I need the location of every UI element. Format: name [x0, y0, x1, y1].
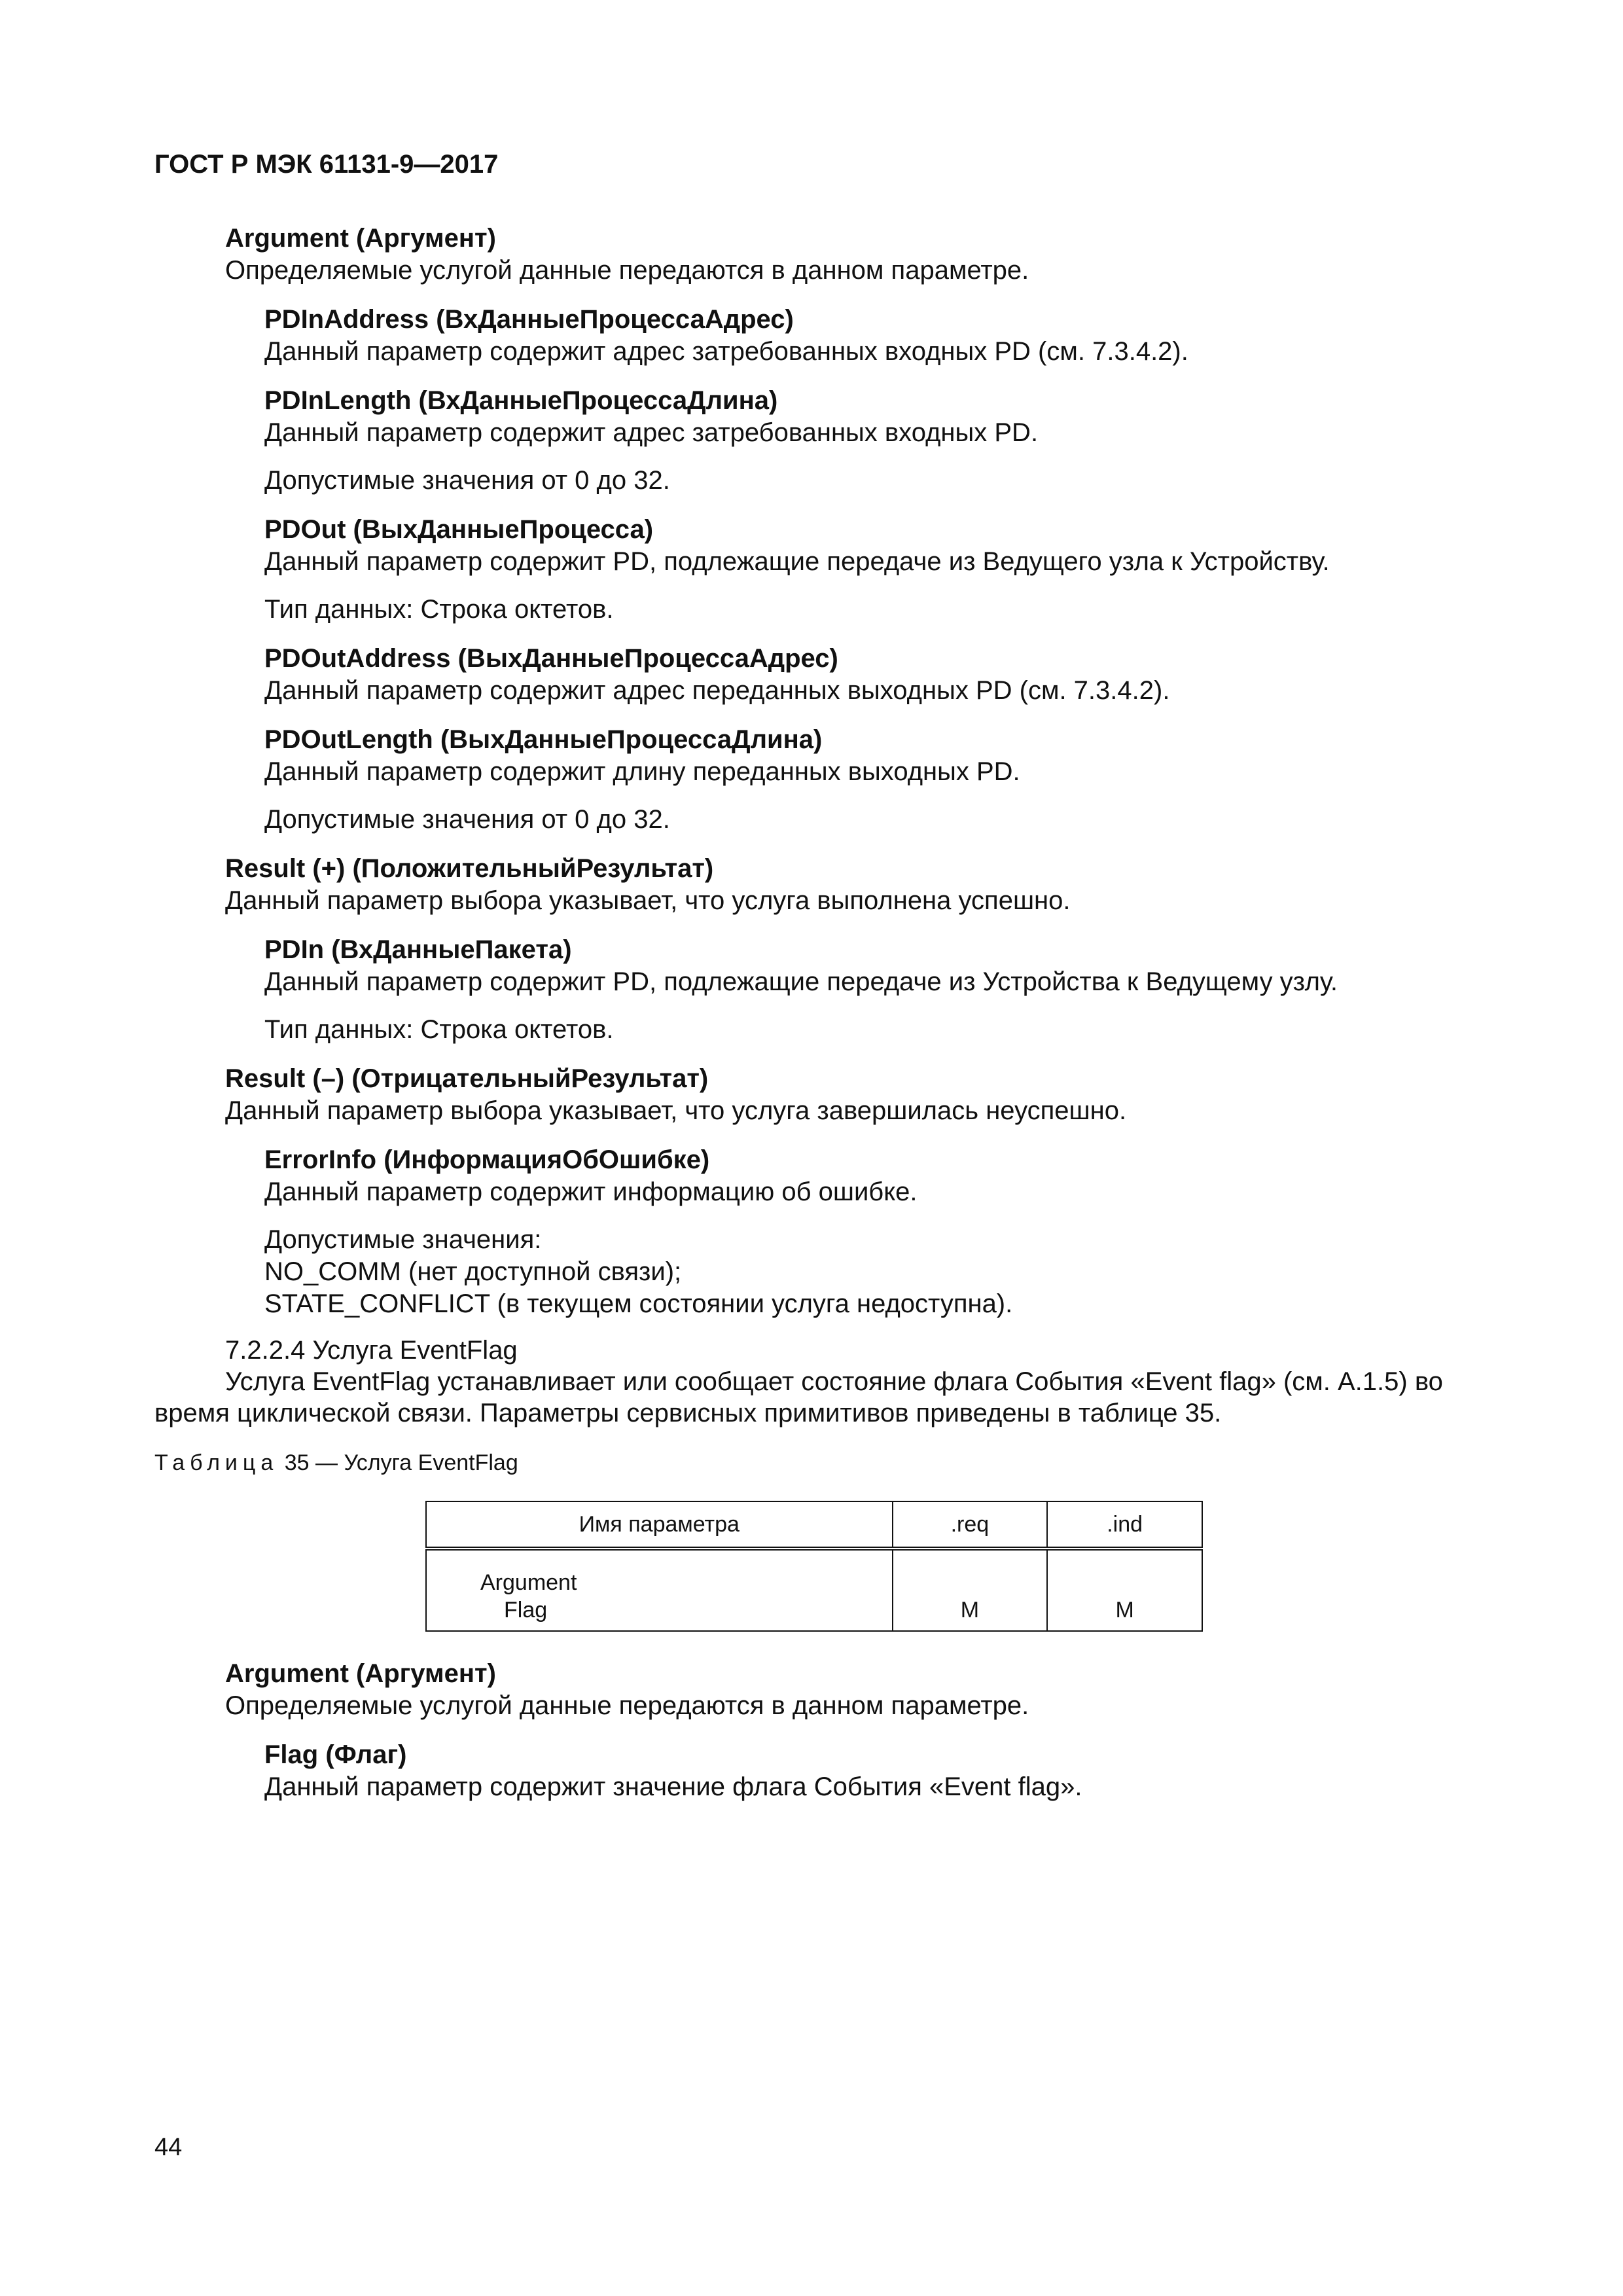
ind-cell: M [1047, 1549, 1202, 1631]
section-text: Данный параметр содержит длину переданных выходных PD. [264, 757, 1020, 786]
section-text: Определяемые услугой данные передаются в данном параметре. [225, 256, 1029, 285]
table-header-row [426, 1501, 1202, 1549]
section-title: PDOut (ВыхДанныеПроцесса) [264, 515, 654, 544]
subsection-heading: 7.2.2.4 Услуга EventFlag [225, 1336, 518, 1365]
section-title: ErrorInfo (ИнформацияОбОшибке) [264, 1145, 710, 1174]
column-header-req: .req [893, 1501, 1048, 1549]
flag-section [154, 1739, 1476, 1803]
section-text: Данный параметр содержит PD, подлежащие передаче из Ведущего узла к Устройству. [264, 547, 1330, 576]
section-text: Определяемые услугой данные передаются в данном параметре. [225, 1691, 1029, 1720]
table-row [426, 1549, 1202, 1631]
allowed-value-item: STATE_CONFLICT (в текущем состоянии услуга недоступна). [264, 1289, 1013, 1318]
page-body [154, 223, 1476, 1803]
section-text: Данный параметр выбора указывает, что услуга выполнена успешно. [225, 886, 1071, 915]
result-positive-section [154, 853, 1476, 917]
section-note: Допустимые значения от 0 до 32. [264, 466, 670, 495]
table-caption-word: Таблица [154, 1450, 279, 1475]
errorinfo-section [154, 1144, 1476, 1320]
section-note: Тип данных: Строка октетов. [264, 595, 614, 624]
section-note: Допустимые значения от 0 до 32. [264, 805, 670, 834]
section-text: Данный параметр содержит значение флага События «Event flag». [264, 1772, 1082, 1801]
section-text: Данный параметр содержит информацию об ошибке. [264, 1177, 918, 1206]
pdoutlength-section [154, 724, 1476, 836]
table-caption-text: 35 — Услуга EventFlag [284, 1450, 518, 1475]
page-number: 44 [154, 2134, 183, 2161]
pdinaddress-section [154, 304, 1476, 368]
section-text: Данный параметр выбора указывает, что услуга завершилась неуспешно. [225, 1096, 1127, 1125]
pdout-section [154, 514, 1476, 626]
section-title: PDOutAddress (ВыхДанныеПроцессаАдрес) [264, 644, 838, 673]
parameters-table [425, 1501, 1203, 1632]
parameter-name: Argument [480, 1570, 577, 1595]
result-negative-section [154, 1063, 1476, 1127]
section-text: Данный параметр содержит адрес переданных выходных PD (см. 7.3.4.2). [264, 676, 1170, 705]
section-title: Result (+) (ПоложительныйРезультат) [225, 854, 714, 883]
argument-section [154, 223, 1476, 287]
allowed-value-item: NO_COMM (нет доступной связи); [264, 1257, 682, 1286]
column-header-name: Имя параметра [426, 1501, 893, 1549]
parameter-name-cell [426, 1549, 893, 1631]
section-title: PDOutLength (ВыхДанныеПроцессаДлина) [264, 725, 823, 754]
section-note: Тип данных: Строка октетов. [264, 1015, 614, 1044]
section-text: Данный параметр содержит PD, подлежащие передаче из Устройства к Ведущему узлу. [264, 967, 1338, 996]
argument-section-2 [154, 1658, 1476, 1722]
parameters-table-wrap [425, 1501, 1203, 1632]
pdin-section [154, 934, 1476, 1046]
req-cell: M [893, 1549, 1048, 1631]
subsection-paragraph: Услуга EventFlag устанавливает или сообщает состояние флага События «Event flag» (см. А.1.5) во время циклической связи. Параметры сервисных примитивов приведены в таблице 35. [154, 1367, 1443, 1427]
section-text: Данный параметр содержит адрес затребованных входных PD. [264, 418, 1039, 447]
section-text: Данный параметр содержит адрес затребованных входных PD (см. 7.3.4.2). [264, 337, 1188, 366]
section-title: PDInAddress (ВхДанныеПроцессаАдрес) [264, 305, 794, 334]
pdoutaddress-section [154, 643, 1476, 707]
standard-header: ГОСТ Р МЭК 61131-9—2017 [154, 150, 499, 179]
section-title: PDIn (ВхДанныеПакета) [264, 935, 572, 964]
column-header-ind: .ind [1047, 1501, 1202, 1549]
section-title: Argument (Аргумент) [225, 1659, 496, 1688]
section-title: Argument (Аргумент) [225, 224, 496, 253]
parameter-subname: Flag [504, 1598, 548, 1623]
table-caption [154, 1448, 1476, 1477]
section-title: PDInLength (ВхДанныеПроцессаДлина) [264, 386, 778, 415]
pdinlength-section [154, 385, 1476, 497]
section-title: Flag (Флаг) [264, 1740, 407, 1769]
section-title: Result (–) (ОтрицательныйРезультат) [225, 1064, 709, 1093]
allowed-values-label: Допустимые значения: [264, 1225, 542, 1254]
